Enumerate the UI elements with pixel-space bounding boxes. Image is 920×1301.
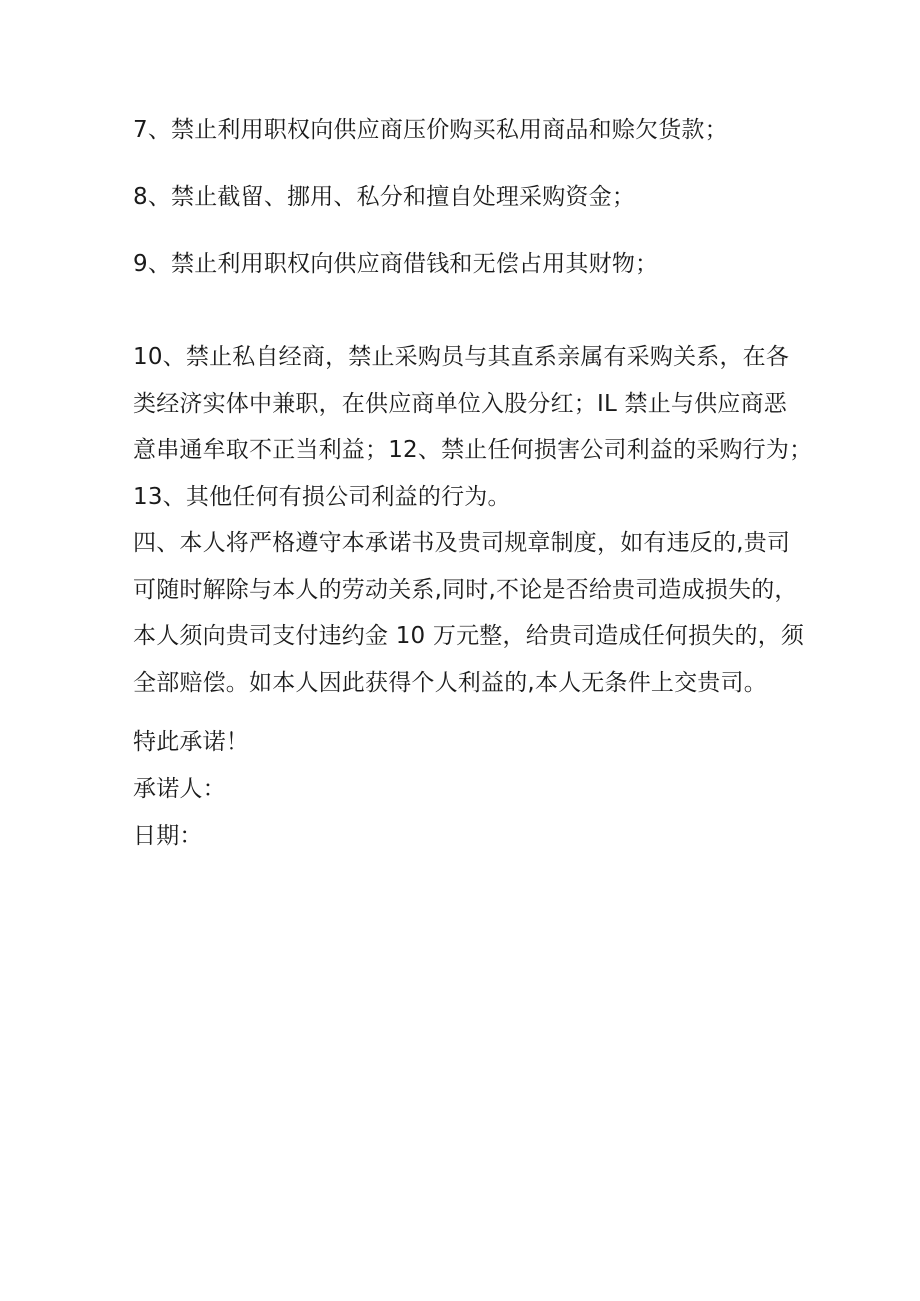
clause-8: 8、禁止截留、挪用、私分和擅自处理采购资金；: [133, 184, 636, 210]
paragraph-line: 意串通牟取不正当利益；12、禁止任何损害公司利益的采购行为；: [133, 437, 813, 463]
paragraph-line: 可随时解除与本人的劳动关系,同时,不论是否给贵司造成损失的，: [133, 576, 798, 603]
paragraph-line: 13、其他任何有损公司利益的行为。: [133, 483, 511, 510]
clause-four-paragraph: [133, 520, 823, 706]
paragraph-line: 10、禁止私自经商，禁止采购员与其直系亲属有采购关系，在各: [133, 344, 790, 370]
closing-statement: 特此承诺！: [133, 729, 249, 755]
clause-7: 7、禁止利用职权向供应商压价购买私用商品和赊欠货款；: [133, 117, 728, 143]
paragraph-line: 四、本人将严格遵守本承诺书及贵司规章制度，如有违反的,贵司: [133, 530, 791, 556]
signer-label: 承诺人：: [133, 776, 226, 802]
clause-10-13-paragraph: [133, 334, 823, 520]
paragraph-line: 类经济实体中兼职，在供应商单位入股分红；IL 禁止与供应商恶: [133, 390, 787, 417]
paragraph-line: 本人须向贵司支付违约金 10 万元整，给贵司造成任何损失的，须: [133, 623, 805, 649]
paragraph-line: 全部赔偿。如本人因此获得个人利益的,本人无条件上交贵司。: [133, 669, 767, 696]
date-label: 日期：: [133, 823, 203, 849]
clause-9: 9、禁止利用职权向供应商借钱和无偿占用其财物；: [133, 251, 659, 277]
